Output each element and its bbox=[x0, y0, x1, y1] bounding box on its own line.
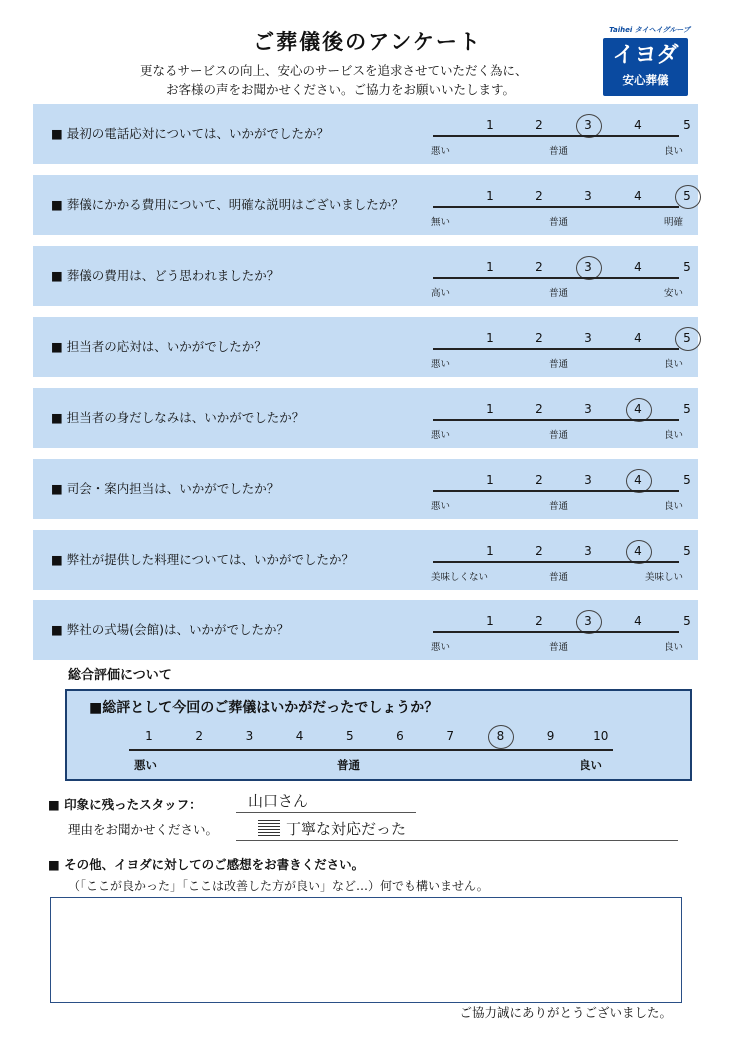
rating-option-1[interactable]: 1 bbox=[486, 473, 494, 487]
mid-label: 普通 bbox=[549, 217, 569, 228]
scale-anchors bbox=[431, 569, 683, 583]
rating-scale bbox=[458, 331, 708, 345]
low-label: 悪い bbox=[431, 642, 451, 653]
scale-anchors bbox=[431, 214, 683, 228]
rating-option-3[interactable]: 3 bbox=[584, 473, 592, 487]
rating-option-2[interactable]: 2 bbox=[535, 473, 543, 487]
question-text: ■ 担当者の身だしなみは、いかがでしたか？ bbox=[51, 388, 304, 448]
group-name bbox=[597, 25, 702, 35]
rating-option-5[interactable]: 5 bbox=[683, 260, 691, 274]
overall-question: ■ 総評として今回のご葬儀はいかがだったでしょうか？ bbox=[89, 697, 438, 717]
intro-line-2: お客様の声をお聞かせください。ご協力をお願いいたします。 bbox=[166, 82, 516, 97]
logo-tagline: 安心葬儀 bbox=[622, 73, 669, 87]
high-label: 良い bbox=[663, 642, 683, 653]
overall-section-label: 総合評価について bbox=[68, 668, 172, 683]
low-label: 美味しくない bbox=[431, 572, 489, 583]
overall-rating-box bbox=[65, 689, 692, 781]
rating-option-4[interactable]: 4 bbox=[634, 260, 642, 274]
overall-option-3[interactable]: 3 bbox=[245, 729, 254, 743]
scale-rule bbox=[433, 490, 679, 492]
scale-rule bbox=[433, 135, 679, 137]
scale-rule bbox=[433, 206, 679, 208]
scale-anchors bbox=[431, 639, 683, 653]
question-row-3 bbox=[33, 246, 698, 306]
rating-option-2[interactable]: 2 bbox=[535, 614, 543, 628]
rating-option-5[interactable]: 5 bbox=[683, 118, 691, 132]
rating-option-1[interactable]: 1 bbox=[486, 544, 494, 558]
overall-option-7[interactable]: 7 bbox=[446, 729, 454, 743]
low-label: 高い bbox=[431, 288, 451, 299]
question-text: ■ 葬儀の費用は、どう思われましたか？ bbox=[51, 246, 279, 306]
question-text: ■ 弊社の式場(会館)は、いかがでしたか？ bbox=[51, 600, 289, 660]
scale-anchors bbox=[431, 143, 683, 157]
rating-option-5[interactable]: 5 bbox=[683, 544, 691, 558]
rating-option-1[interactable]: 1 bbox=[486, 614, 494, 628]
intro-line-1: 更なるサービスの向上、安心のサービスを追求させていただく為に、 bbox=[140, 63, 528, 78]
overall-option-1[interactable]: 1 bbox=[145, 729, 153, 743]
scale-rule bbox=[433, 561, 679, 563]
question-text: ■ 弊社が提供した料理については、いかがでしたか？ bbox=[51, 530, 354, 590]
high-label: 良い bbox=[663, 359, 683, 370]
survey-title: ご葬儀後のアンケート bbox=[253, 30, 482, 54]
reason-field[interactable]: 丁寧な対応だった bbox=[286, 820, 407, 838]
rating-option-5[interactable]: 5 bbox=[683, 331, 691, 345]
rating-option-1[interactable]: 1 bbox=[486, 189, 494, 203]
scale-anchors bbox=[431, 356, 683, 370]
mid-label: 普通 bbox=[549, 642, 569, 653]
low-label: 悪い bbox=[431, 501, 451, 512]
scale-anchors bbox=[431, 285, 683, 299]
question-row-4 bbox=[33, 317, 698, 377]
rating-option-3[interactable]: 3 bbox=[584, 118, 592, 132]
comments-box[interactable] bbox=[50, 897, 682, 1003]
rating-option-1[interactable]: 1 bbox=[486, 260, 494, 274]
scale-rule bbox=[433, 419, 679, 421]
rating-scale bbox=[458, 402, 708, 416]
reason-underline bbox=[236, 840, 678, 841]
mid-label: 普通 bbox=[549, 146, 569, 157]
rating-scale bbox=[458, 614, 708, 628]
overall-option-9[interactable]: 9 bbox=[546, 729, 555, 743]
rating-option-2[interactable]: 2 bbox=[535, 402, 543, 416]
scale-rule bbox=[433, 631, 679, 633]
rating-option-1[interactable]: 1 bbox=[486, 118, 494, 132]
low-label: 悪い bbox=[431, 430, 451, 441]
rating-option-5[interactable]: 5 bbox=[683, 189, 691, 203]
staff-label: ■ 印象に残ったスタッフ： bbox=[48, 795, 202, 813]
scale-rule bbox=[433, 277, 679, 279]
overall-option-5[interactable]: 5 bbox=[345, 729, 354, 743]
question-text: ■ 最初の電話応対については、いかがでしたか？ bbox=[51, 104, 329, 164]
mid-label: 普通 bbox=[549, 359, 569, 370]
comments-subtitle: （「ここが良かった」「ここは改善した方が良い」など…）何でも構いません。 bbox=[68, 879, 489, 893]
overall-low-label: 悪い bbox=[134, 758, 157, 772]
question-text: ■ 葬儀にかかる費用について、明確な説明はございましたか？ bbox=[51, 175, 404, 235]
high-label: 美味しい bbox=[644, 572, 683, 583]
question-row-8 bbox=[33, 600, 698, 660]
reason-label: 理由をお聞かせください。 bbox=[68, 822, 219, 837]
question-row-1 bbox=[33, 104, 698, 164]
question-row-6 bbox=[33, 459, 698, 519]
high-label: 安い bbox=[663, 288, 683, 299]
mid-label: 普通 bbox=[549, 430, 569, 441]
comments-title: ■ その他、イヨダに対してのご感想をお書きください。 bbox=[48, 855, 364, 873]
logo-name: イヨダ bbox=[612, 43, 679, 68]
high-label: 明確 bbox=[663, 217, 683, 228]
mid-label: 普通 bbox=[549, 288, 569, 299]
rating-option-5[interactable]: 5 bbox=[683, 402, 691, 416]
rating-option-4[interactable]: 4 bbox=[634, 331, 642, 345]
scale-anchors bbox=[431, 498, 683, 512]
rating-option-3[interactable]: 3 bbox=[584, 614, 592, 628]
overall-high-label: 良い bbox=[579, 758, 602, 772]
intro-text bbox=[140, 61, 590, 99]
rating-option-2[interactable]: 2 bbox=[535, 260, 543, 274]
rating-option-2[interactable]: 2 bbox=[535, 189, 543, 203]
overall-option-8[interactable]: 8 bbox=[496, 729, 505, 743]
rating-option-1[interactable]: 1 bbox=[486, 331, 494, 345]
rating-option-5[interactable]: 5 bbox=[683, 614, 691, 628]
rating-option-5[interactable]: 5 bbox=[683, 473, 691, 487]
high-label: 良い bbox=[663, 430, 683, 441]
rating-option-4[interactable]: 4 bbox=[634, 118, 642, 132]
rating-scale bbox=[458, 544, 708, 558]
low-label: 悪い bbox=[431, 146, 451, 157]
rating-option-3[interactable]: 3 bbox=[584, 189, 592, 203]
thank-you-note: ご協力誠にありがとうございました。 bbox=[459, 1005, 672, 1020]
mid-label: 普通 bbox=[549, 572, 569, 583]
question-row-7 bbox=[33, 530, 698, 590]
rating-option-4[interactable]: 4 bbox=[634, 189, 642, 203]
question-text: ■ 担当者の応対は、いかがでしたか？ bbox=[51, 317, 267, 377]
rating-option-3[interactable]: 3 bbox=[584, 331, 592, 345]
high-label: 良い bbox=[663, 146, 683, 157]
rating-option-3[interactable]: 3 bbox=[584, 544, 592, 558]
rating-scale bbox=[458, 118, 708, 132]
overall-option-10[interactable]: 10 bbox=[593, 729, 609, 743]
question-text: ■ 司会・案内担当は、いかがでしたか？ bbox=[51, 459, 279, 519]
rating-scale bbox=[458, 473, 708, 487]
overall-option-4[interactable]: 4 bbox=[295, 729, 304, 743]
rating-option-2[interactable]: 2 bbox=[535, 118, 543, 132]
rating-option-3[interactable]: 3 bbox=[584, 402, 592, 416]
rating-option-4[interactable]: 4 bbox=[634, 473, 642, 487]
question-row-5 bbox=[33, 388, 698, 448]
rating-option-4[interactable]: 4 bbox=[634, 544, 642, 558]
overall-scale-rule bbox=[129, 749, 613, 751]
high-label: 良い bbox=[663, 501, 683, 512]
low-label: 無い bbox=[431, 217, 451, 228]
scale-anchors bbox=[431, 427, 683, 441]
rating-option-4[interactable]: 4 bbox=[634, 402, 642, 416]
overall-option-2[interactable]: 2 bbox=[195, 729, 203, 743]
rating-option-2[interactable]: 2 bbox=[535, 331, 543, 345]
question-row-2 bbox=[33, 175, 698, 235]
rating-option-4[interactable]: 4 bbox=[634, 614, 642, 628]
rating-scale bbox=[458, 260, 708, 274]
company-logo bbox=[603, 38, 688, 96]
rating-option-2[interactable]: 2 bbox=[535, 544, 543, 558]
low-label: 悪い bbox=[431, 359, 451, 370]
staff-underline bbox=[236, 812, 416, 813]
scale-rule bbox=[433, 348, 679, 350]
overall-option-6[interactable]: 6 bbox=[396, 729, 404, 743]
scribble-mark bbox=[258, 820, 280, 836]
group-name-text: Taihei タイヘイグループ bbox=[609, 26, 690, 34]
rating-option-1[interactable]: 1 bbox=[486, 402, 494, 416]
staff-name-field[interactable]: 山口さん bbox=[248, 792, 309, 810]
mid-label: 普通 bbox=[549, 501, 569, 512]
overall-mid-label: 普通 bbox=[337, 758, 360, 772]
rating-scale bbox=[458, 189, 708, 203]
rating-option-3[interactable]: 3 bbox=[584, 260, 592, 274]
